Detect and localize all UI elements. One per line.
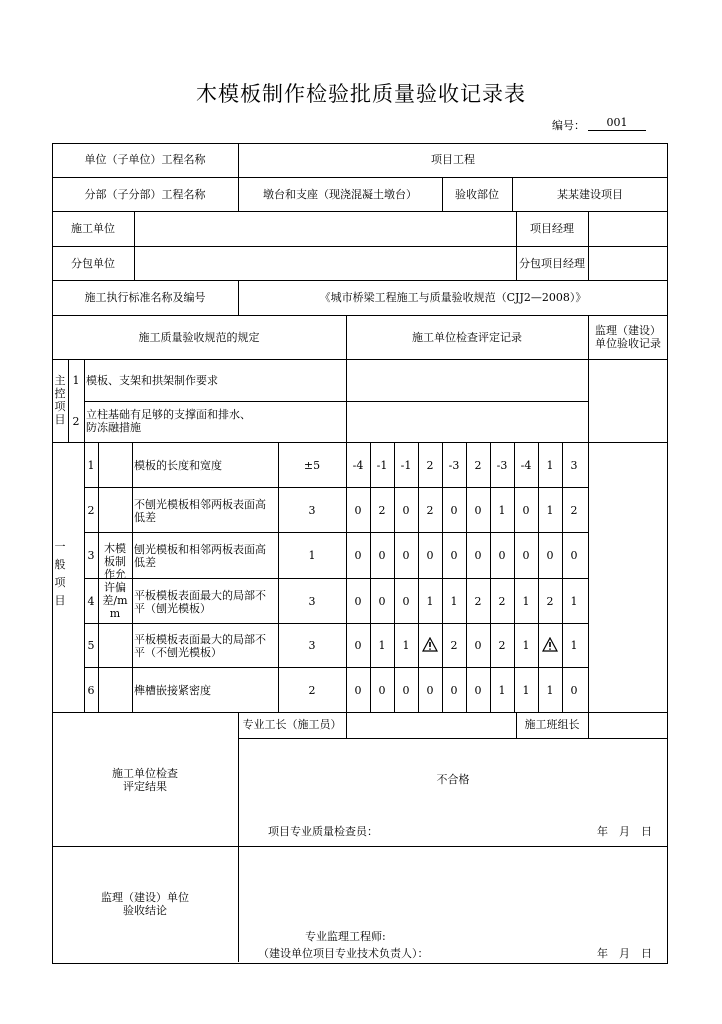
measured-value: 0 [378,549,386,562]
grid-line [84,359,85,712]
owner-technical-lead-label: （建设单位项目专业技术负责人）： [258,947,429,960]
general-item-text: 平板模板表面最大的局部不 [134,633,266,646]
measured-value: 0 [354,639,362,652]
grid-line [132,442,133,712]
measured-value: 2 [378,503,386,517]
inspection-part-label: 验收部位 [455,188,499,201]
inspection-part-value: 某某建设项目 [557,188,623,201]
measured-value: 2 [474,458,482,472]
general-item-number: 4 [87,594,95,608]
measured-value: 0 [402,549,410,562]
main-item-text: 模板、支架和拱架制作要求 [86,374,218,387]
serial-number-value: 001 [588,116,646,131]
measured-value: 1 [522,639,530,652]
measured-value: 0 [378,594,386,608]
measured-value: 2 [546,594,554,608]
general-item-text: 榫槽嵌接紧密度 [134,683,211,697]
quality-inspector-label: 项目专业质量检查员： [268,825,378,838]
subcontractor-label: 分包单位 [71,257,115,270]
supervisor-header-line1: 监理（建设） [595,324,661,337]
main-item-text: 防冻融措施 [86,421,141,434]
measured-value: 1 [522,683,530,697]
measured-value: -1 [376,458,388,472]
spec-header: 施工质量验收规范的规定 [138,331,260,344]
measured-value: 0 [498,549,506,562]
sub-project-name-value: 墩台和支座（现浇混凝土墩台） [263,188,417,201]
measured-value: 0 [354,594,362,608]
grid-line [562,442,563,712]
measured-value: 1 [570,639,578,652]
grid-line [346,712,347,738]
measured-value: 1 [378,639,386,652]
allowed-deviation: 2 [308,683,316,697]
measured-value: 0 [450,503,458,517]
supervision-date-label: 年 月 日 [597,947,652,960]
allowed-deviation: 1 [308,549,316,562]
main-item-number: 1 [72,374,80,387]
measured-value: 1 [546,683,554,697]
measured-value: 0 [402,503,410,517]
general-item-text: 不刨光模板相邻两板表面高 [134,497,266,511]
grid-line [52,712,668,713]
unit-project-name-value: 项目工程 [431,153,475,166]
allowed-deviation: 3 [308,639,316,652]
check-result-label-line1: 施工单位检查 [112,767,178,780]
general-item-number: 1 [87,458,95,472]
measured-value: 0 [570,683,578,697]
measured-value: 0 [570,549,578,562]
measured-value: 1 [522,594,530,608]
supervising-engineer-label: 专业监理工程师: [305,930,386,943]
supervision-label-line2: 验收结论 [123,904,167,917]
measured-value: 2 [426,503,434,517]
measured-value: 0 [450,683,458,697]
measured-value: 1 [546,503,554,517]
measured-value: 1 [570,594,578,608]
check-result-label-line2: 评定结果 [123,780,167,793]
measured-value: 0 [522,503,530,517]
grid-line [490,442,491,712]
grid-line [84,623,588,624]
measured-value: -3 [448,458,460,472]
measured-value: -4 [520,458,532,472]
general-item-text: 模板的长度和宽度 [134,458,222,472]
grid-line [52,359,668,360]
general-item-number: 5 [87,639,95,652]
measured-value: 0 [546,549,554,562]
grid-line [52,442,668,443]
team-leader-label: 施工班组长 [524,718,580,731]
measured-value: 0 [474,683,482,697]
grid-line [442,442,443,712]
grid-line [52,177,668,178]
measured-value: 2 [426,458,434,472]
foreman-label: 专业工长（施工员） [242,718,342,731]
grid-line [238,738,668,739]
measured-value: 0 [522,549,530,562]
measured-value: -4 [352,458,364,472]
check-record-header: 施工单位检查评定记录 [412,331,522,344]
measured-value: 0 [402,683,410,697]
grid-line [52,280,668,281]
grid-line [52,846,668,847]
grid-line [84,401,588,402]
allowed-deviation: ±5 [303,458,321,472]
measured-value: 3 [570,458,578,472]
main-item-text: 立柱基础有足够的支撑面和排水、 [86,408,251,421]
general-items-label: 一般项目 [54,540,66,607]
grid-line [98,442,99,712]
general-item-text: 低差 [134,556,156,569]
check-result-value: 不合格 [436,773,470,786]
measured-value: -3 [496,458,508,472]
general-item-text: 平（不刨光模板） [134,646,222,659]
general-item-number: 2 [87,503,95,517]
grid-line [346,442,347,712]
grid-line [52,211,668,212]
general-item-number: 6 [87,683,95,697]
measured-value: 0 [474,639,482,652]
grid-line [538,442,539,712]
measured-value: 0 [378,683,386,697]
grid-line [84,487,588,488]
measured-value: 2 [570,503,578,517]
grid-line [68,359,69,442]
tolerance-group-label: 木模板制作允许偏差/mm [102,542,128,620]
grid-line [84,667,588,668]
supervision-label-line1: 监理（建设）单位 [101,891,189,904]
warning-triangle-icon [422,637,438,652]
standard-value: 《城市桥梁工程施工与质量验收规范（CJJ2—2008）》 [319,291,587,304]
grid-line [52,315,668,316]
serial-number-label: 编号： [552,119,585,132]
measured-value: 0 [402,594,410,608]
main-control-label: 主控项目 [54,374,66,426]
sub-project-name-label: 分部（子分部）工程名称 [84,188,206,201]
measured-value: 1 [546,458,554,472]
measured-value: -1 [400,458,412,472]
measured-value: 2 [498,639,506,652]
measured-value: 0 [354,503,362,517]
grid-line [588,315,589,712]
check-date-label: 年 月 日 [597,825,652,838]
grid-line [588,712,589,738]
measured-value: 1 [426,594,434,608]
warning-triangle-icon [542,637,558,652]
measured-value: 0 [450,549,458,562]
contractor-label: 施工单位 [71,222,115,235]
inspection-record-table [52,143,668,964]
measured-value: 0 [474,503,482,517]
measured-value: 0 [354,683,362,697]
allowed-deviation: 3 [308,594,316,608]
form-title: 木模板制作检验批质量验收记录表 [196,82,526,106]
grid-line [134,211,135,280]
grid-line [418,442,419,712]
measured-value: 1 [402,639,410,652]
grid-line [466,442,467,712]
general-item-text: 低差 [134,510,156,524]
standard-label: 施工执行标准名称及编号 [84,291,206,304]
measured-value: 2 [474,594,482,608]
measured-value: 0 [474,549,482,562]
grid-line [588,211,589,280]
grid-line [84,532,588,533]
measured-value: 2 [498,594,506,608]
supervisor-header-line2: 单位验收记录 [595,337,661,350]
unit-project-name-label: 单位（子单位）工程名称 [84,153,206,166]
general-item-text: 平板模板表面最大的局部不 [134,588,266,602]
subcontractor-manager-label: 分包项目经理 [519,257,585,270]
measured-value: 0 [354,549,362,562]
grid-line [52,246,668,247]
measured-value: 1 [498,503,506,517]
measured-value: 0 [426,683,434,697]
grid-line [514,442,515,712]
measured-value: 2 [450,639,458,652]
grid-line [394,442,395,712]
main-item-number: 2 [72,415,80,428]
general-item-text: 平（刨光模板） [134,601,211,615]
general-item-number: 3 [87,549,95,562]
grid-line [278,442,279,712]
project-manager-label: 项目经理 [530,222,574,235]
measured-value: 0 [426,549,434,562]
grid-line [238,712,239,962]
general-item-text: 刨光模板和相邻两板表面高 [134,543,266,556]
grid-line [84,578,588,579]
grid-line [370,442,371,712]
measured-value: 1 [450,594,458,608]
measured-value: 1 [498,683,506,697]
allowed-deviation: 3 [308,503,316,517]
